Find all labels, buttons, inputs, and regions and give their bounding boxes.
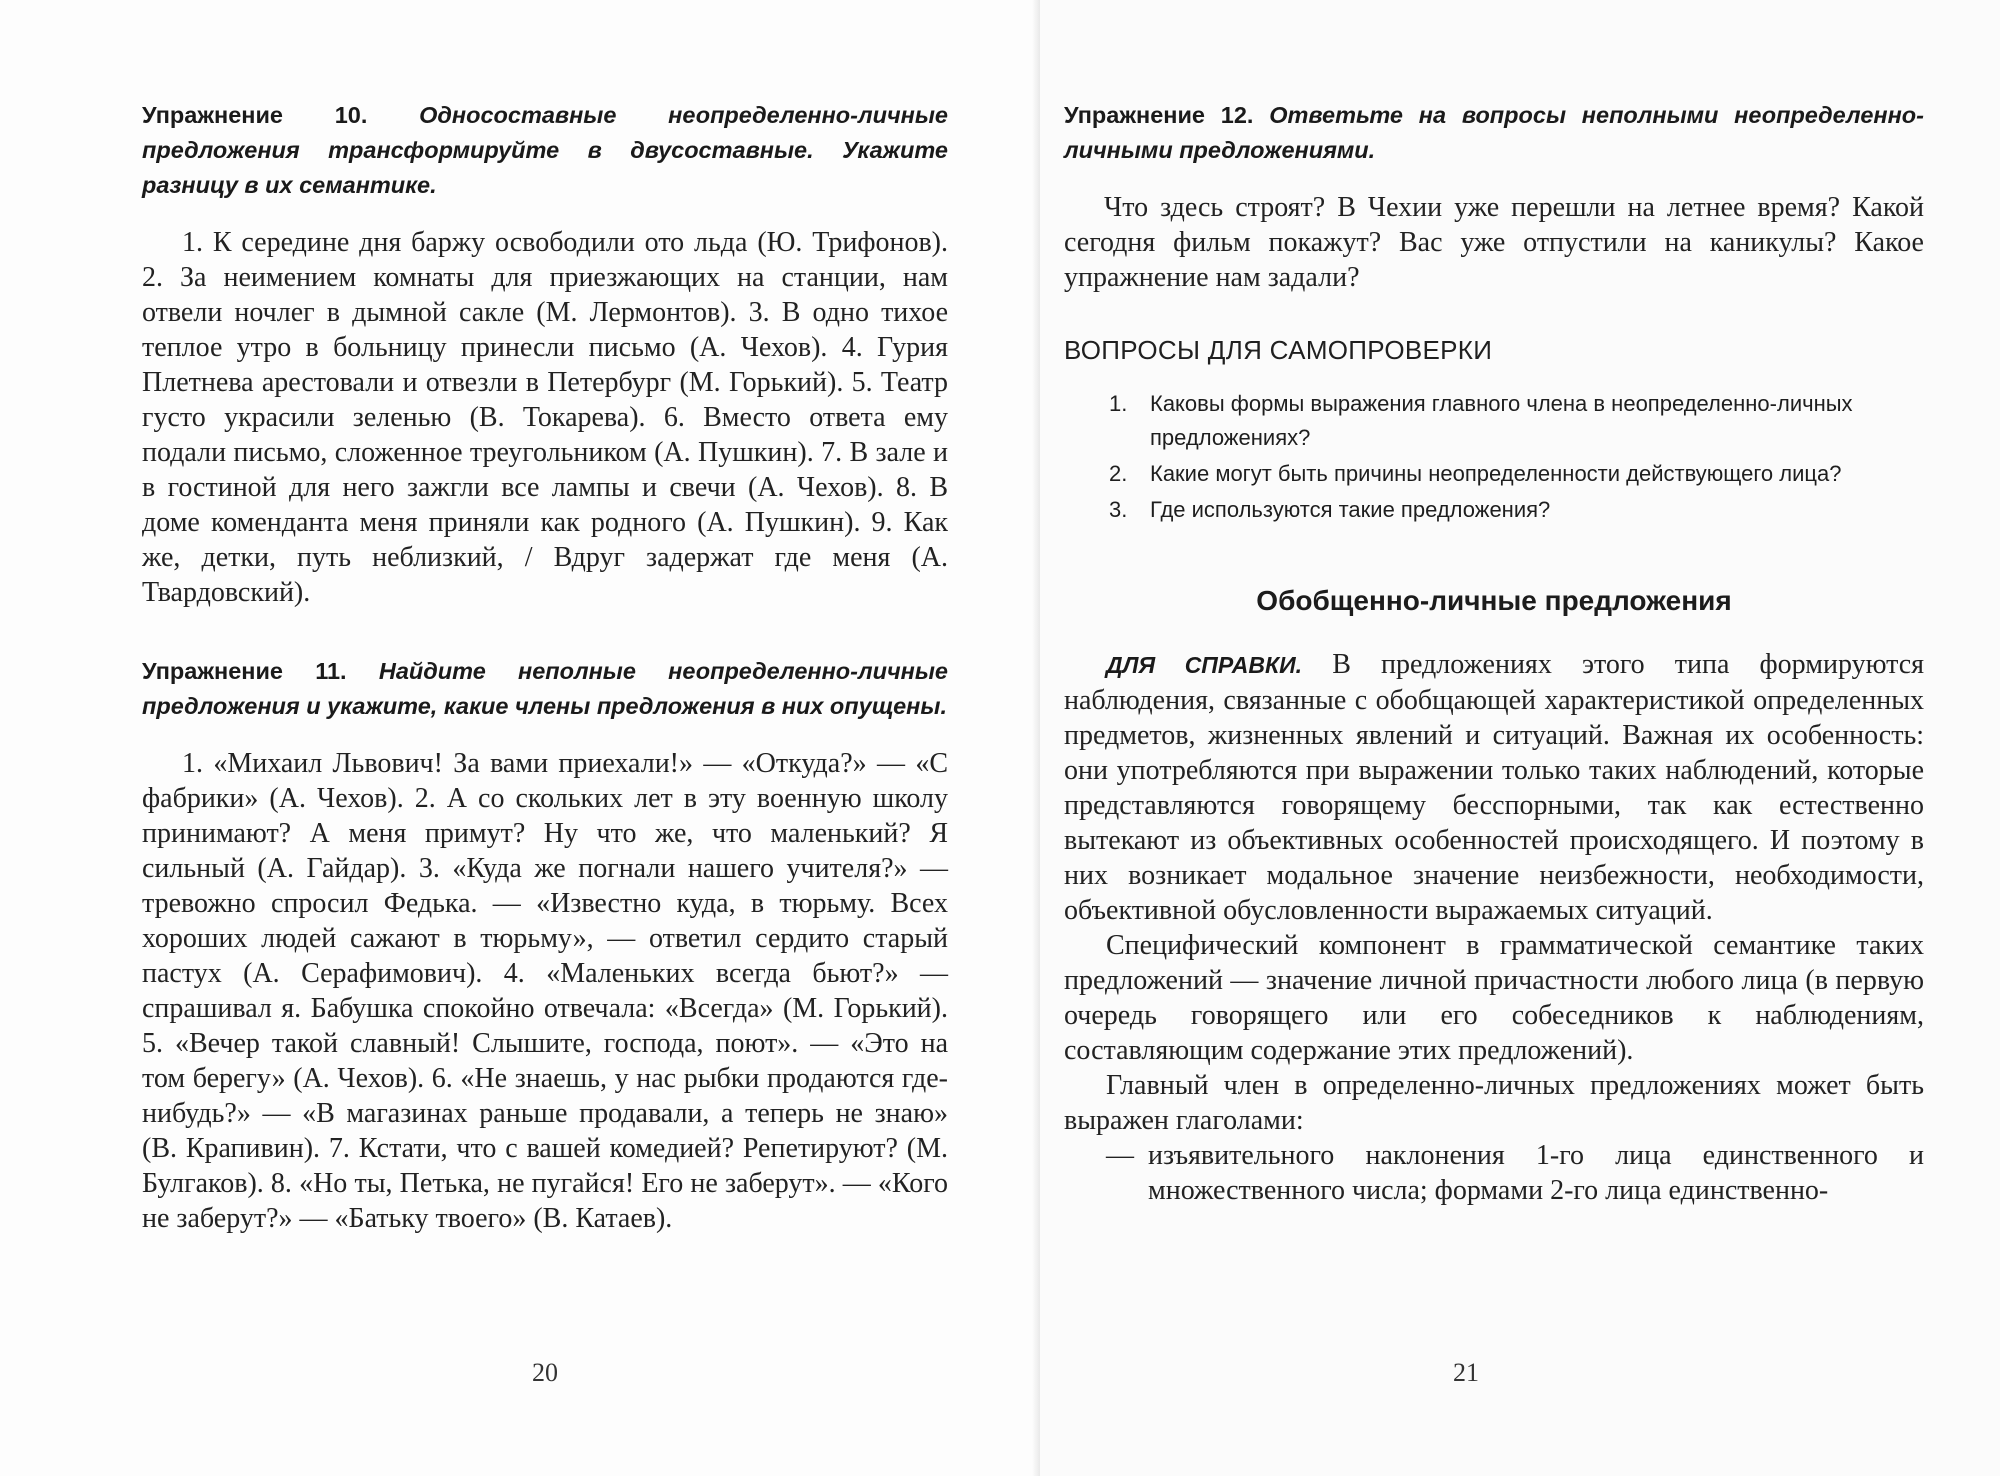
self-check-title: ВОПРОСЫ ДЛЯ САМОПРОВЕРКИ bbox=[1064, 335, 1493, 365]
self-check-list bbox=[1064, 387, 1924, 527]
question-number: 1. bbox=[1109, 391, 1128, 416]
reference-note-text: В предложениях этого типа формируются наблюдения, связанные с обобщающей характеристикой определенных предметов, жизненных явлений и ситуаций. Важная их особенность: они употребляются при выражении только таких наблюдений, которые представляются говорящему бесспорными, так как естественно вытекают из объективных особенностей происходящего. И поэтому в них возникает модальное значение неизбежности, необходимости, объективной обусловленности выражаемых ситуаций. bbox=[1064, 649, 1925, 926]
page-number-left: 20 bbox=[532, 1358, 558, 1387]
exercise-12-text: Что здесь строят? В Чехии уже перешли на летнее время? Какой сегодня фильм покажут? Вас уже отпустили на каникулы? Какое упражнение нам задали? bbox=[1064, 192, 1924, 293]
exercise-10-heading bbox=[142, 98, 948, 203]
right-column bbox=[1064, 98, 1924, 1208]
question-number: 2. bbox=[1109, 461, 1128, 486]
dash-list-item bbox=[1064, 1138, 1924, 1208]
exercise-10-text: 1. К середине дня баржу освободили ото льда (Ю. Трифонов). 2. За неимением комнаты для приезжающих на станции, нам отвели ночлег в дымной сакле (М. Лермонтов). 3. В одно тихое теплое утро в больницу принесли письмо (А. Чехов). 4. Гурия Плетнева арестовали и отвезли в Петербург (М. Горький). 5. Театр густо украсили зеленью (В. Токарева). 6. Вместо ответа ему подали письмо, сложенное треугольником (А. Пушкин). 7. В зале и в гостиной для него зажгли все лампы и свечи (А. Чехов). 8. В доме коменданта меня приняли как родного (А. Пушкин). 9. Как же, детки, путь неблизкий, / Вдруг задержат где меня (А. Твардовский). bbox=[142, 227, 948, 608]
dash-marker: — bbox=[1106, 1140, 1134, 1171]
paragraph-semantics: Специфический компонент в грамматической семантике таких предложений — значение личной причастности любого лица (в первую очередь говорящего или его собеседников к наблюдениям, составляющим содержание этих предложений). bbox=[1064, 930, 1924, 1066]
dash-item-text: изъявительного наклонения 1-го лица единственного и множественного числа; формами 2-го лица единственно- bbox=[1148, 1140, 1924, 1206]
page-number-right: 21 bbox=[1453, 1358, 1479, 1387]
reference-note-lead: ДЛЯ СПРАВКИ. bbox=[1106, 652, 1303, 678]
left-column bbox=[142, 98, 948, 1236]
exercise-11-task: Найдите неполные неопределенно-личные предложения и укажите, какие члены предложения в них опущены. bbox=[142, 658, 948, 719]
exercise-10-task: Односоставные неопределенно-личные предложения трансформируйте в двусоставные. Укажите разницу в их семантике. bbox=[142, 102, 948, 198]
exercise-11-heading bbox=[142, 654, 948, 724]
paragraph-main-member: Главный член в определенно-личных предложениях может быть выражен глаголами: bbox=[1064, 1070, 1924, 1136]
self-check-question bbox=[1064, 387, 1924, 455]
exercise-12-label: Упражнение 12. bbox=[1064, 102, 1254, 128]
self-check-question bbox=[1064, 493, 1924, 527]
right-page bbox=[1040, 0, 2000, 1476]
self-check-question bbox=[1064, 457, 1924, 491]
question-text: Какие могут быть причины неопределенности действующего лица? bbox=[1150, 461, 1842, 486]
section-title: Обобщенно-личные предложения bbox=[1256, 585, 1732, 616]
exercise-11-label: Упражнение 11. bbox=[142, 658, 347, 684]
question-text: Где используются такие предложения? bbox=[1150, 497, 1551, 522]
exercise-12-task: Ответьте на вопросы неполными неопределенно-личными предложениями. bbox=[1064, 102, 1924, 163]
exercise-12-heading bbox=[1064, 98, 1924, 168]
question-number: 3. bbox=[1109, 497, 1128, 522]
exercise-11-text: 1. «Михаил Львович! За вами приехали!» — «Откуда?» — «С фабрики» (А. Чехов). 2. А со скольких лет в эту военную школу принимают? А меня примут? Ну что же, что маленький? Я сильный (А. Гайдар). 3. «Куда же погнали нашего учителя?» — тревожно спросил Федька. — «Известно куда, в тюрьму. Всех хороших людей сажают в тюрьму», — ответил сердито старый пастух (А. Серафимович). 4. «Маленьких всегда бьют?» — спрашивал я. Бабушка спокойно отвечала: «Всегда» (М. Горький). 5. «Вечер такой славный! Слышите, господа, поют». — «Это на том берегу» (А. Чехов). 6. «Не знаешь, у нас рыбки продаются где-нибудь?» — «В магазинах раньше продавали, а теперь не знаю» (В. Крапивин). 7. Кстати, что с вашей комедией? Репетируют? (М. Булгаков). 8. «Но ты, Петька, не пугайся! Его не заберут». — «Кого не заберут?» — «Батьку твоего» (В. Катаев). bbox=[142, 748, 948, 1234]
exercise-10-label: Упражнение 10. bbox=[142, 102, 368, 128]
question-text: Каковы формы выражения главного члена в неопределенно-личных предложениях? bbox=[1150, 391, 1853, 450]
reference-note bbox=[1064, 647, 1924, 928]
